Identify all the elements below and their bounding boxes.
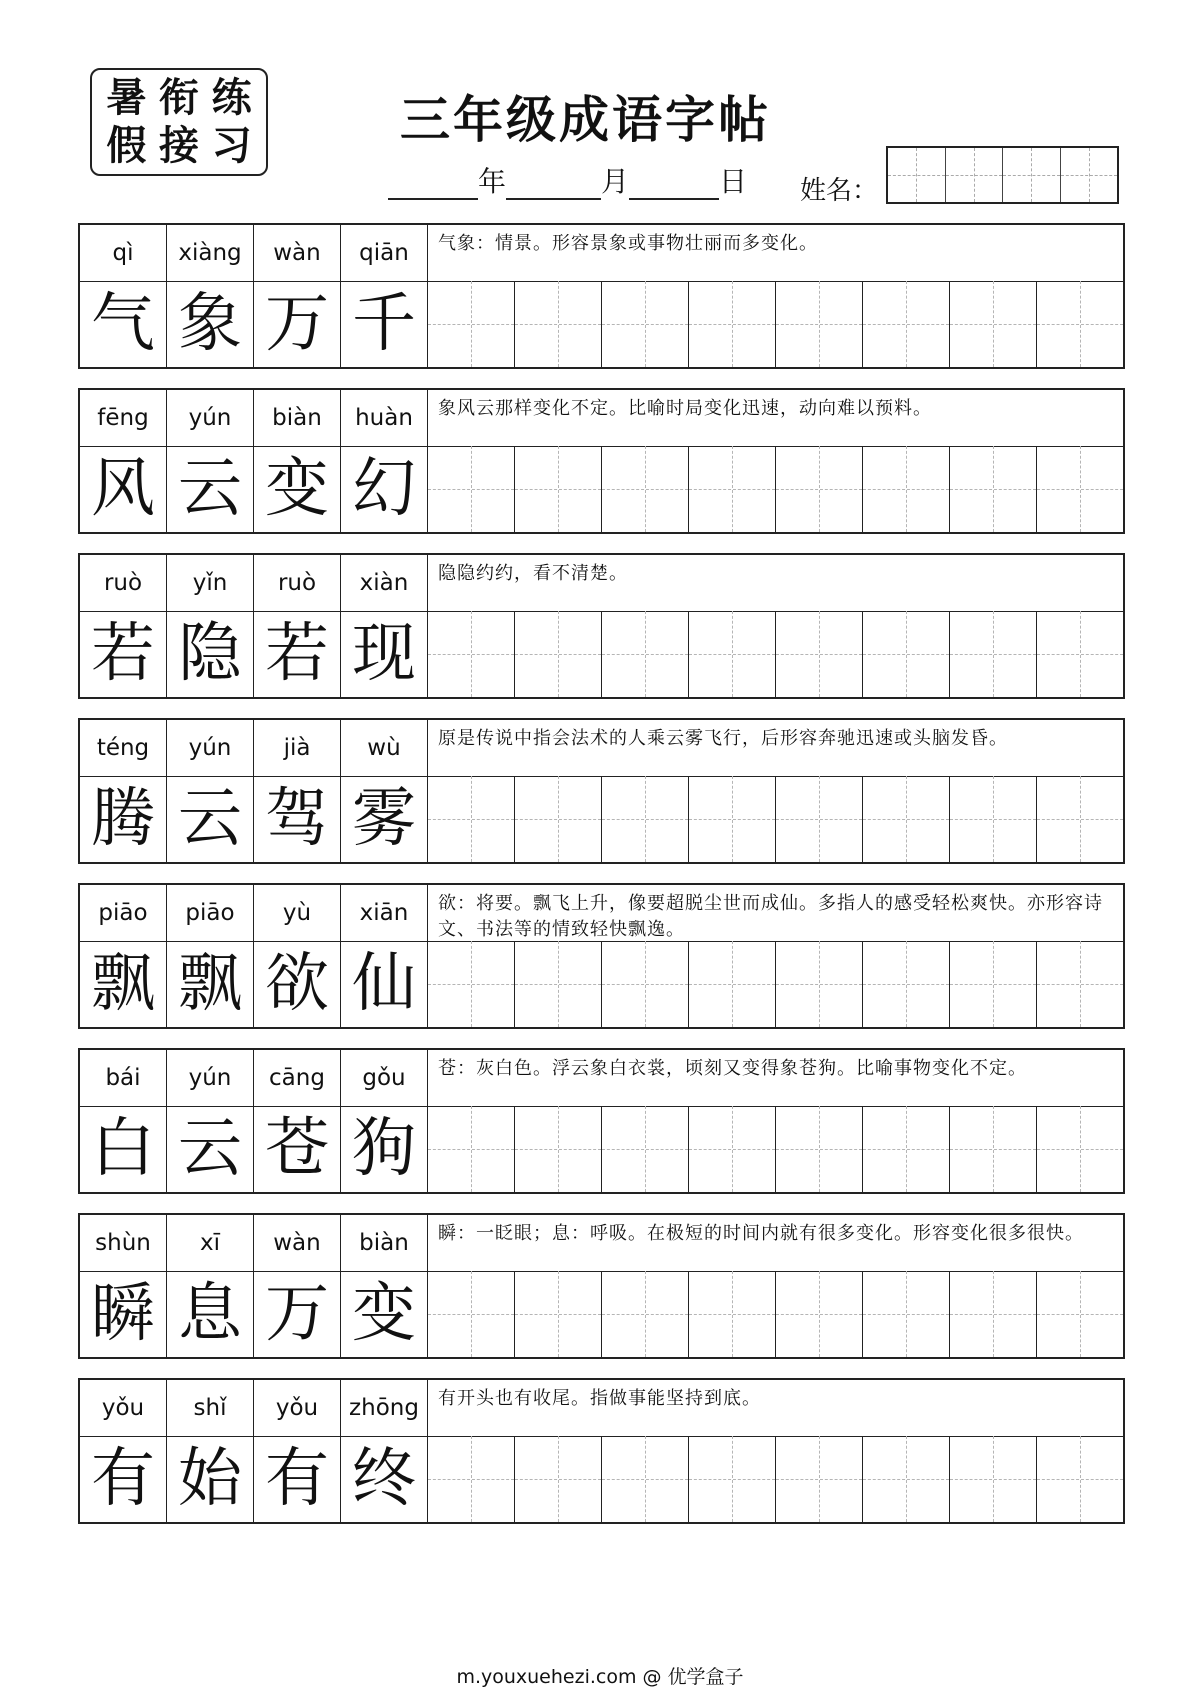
idiom-character: 隐 — [167, 611, 254, 697]
badge-char: 暑 — [106, 74, 147, 121]
pinyin-cell: shǐ — [167, 1380, 254, 1436]
practice-cell[interactable] — [776, 446, 863, 532]
practice-grid[interactable] — [428, 1436, 1123, 1522]
idiom-character: 变 — [254, 446, 341, 532]
pinyin-cell: ruò — [80, 555, 167, 611]
pinyin-cell: gǒu — [341, 1050, 428, 1106]
practice-cell[interactable] — [950, 1106, 1037, 1192]
practice-cell[interactable] — [602, 446, 689, 532]
idiom-character: 息 — [167, 1271, 254, 1357]
badge-char: 接 — [158, 122, 199, 169]
practice-cell[interactable] — [1037, 1436, 1123, 1522]
practice-cell[interactable] — [689, 1271, 776, 1357]
pinyin-cell: wàn — [254, 1215, 341, 1271]
pinyin-cell: wàn — [254, 225, 341, 281]
idiom-character: 白 — [80, 1106, 167, 1192]
practice-cell[interactable] — [428, 1106, 515, 1192]
practice-grid[interactable] — [428, 611, 1123, 697]
name-cell[interactable] — [946, 148, 1004, 202]
practice-cell[interactable] — [863, 1106, 950, 1192]
character-row — [80, 941, 1123, 1027]
practice-cell[interactable] — [602, 1106, 689, 1192]
practice-cell[interactable] — [428, 611, 515, 697]
practice-cell[interactable] — [689, 611, 776, 697]
idiom-character: 若 — [254, 611, 341, 697]
idiom-block — [78, 1048, 1125, 1194]
idiom-character: 苍 — [254, 1106, 341, 1192]
pinyin-cell: bái — [80, 1050, 167, 1106]
practice-cell[interactable] — [689, 776, 776, 862]
practice-cell[interactable] — [1037, 776, 1123, 862]
idiom-character: 终 — [341, 1436, 428, 1522]
pinyin-cell: xiàn — [341, 555, 428, 611]
practice-cell[interactable] — [689, 1436, 776, 1522]
pinyin-cell: ruò — [254, 555, 341, 611]
practice-cell[interactable] — [863, 776, 950, 862]
month-label: 月 — [601, 165, 630, 198]
practice-cell[interactable] — [863, 1436, 950, 1522]
pinyin-cell: yún — [167, 1050, 254, 1106]
pinyin-cell: xī — [167, 1215, 254, 1271]
idiom-character: 云 — [167, 776, 254, 862]
practice-cell[interactable] — [515, 1436, 602, 1522]
pinyin-cell: cāng — [254, 1050, 341, 1106]
practice-cell[interactable] — [776, 1436, 863, 1522]
year-blank[interactable] — [388, 162, 478, 200]
practice-cell[interactable] — [602, 281, 689, 367]
idiom-character: 现 — [341, 611, 428, 697]
pinyin-cell: qì — [80, 225, 167, 281]
practice-cell[interactable] — [689, 941, 776, 1027]
practice-grid[interactable] — [428, 941, 1123, 1027]
idiom-meaning: 隐隐约约，看不清楚。 — [438, 563, 628, 584]
practice-cell[interactable] — [602, 776, 689, 862]
idiom-character: 气 — [80, 281, 167, 367]
idiom-meaning: 欲：将要。飘飞上升，像要超脱尘世而成仙。多指人的感受轻松爽快。亦形容诗文、书法等的情致轻快飘逸。 — [438, 893, 1103, 940]
character-row — [80, 1106, 1123, 1192]
practice-cell[interactable] — [950, 941, 1037, 1027]
practice-cell[interactable] — [428, 941, 515, 1027]
badge-char: 习 — [211, 122, 252, 169]
practice-cell[interactable] — [515, 611, 602, 697]
idiom-character: 始 — [167, 1436, 254, 1522]
character-row — [80, 446, 1123, 532]
idiom-meaning: 原是传说中指会法术的人乘云雾飞行，后形容奔驰迅速或头脑发昏。 — [438, 728, 1008, 749]
name-cell[interactable] — [1061, 148, 1118, 202]
practice-cell[interactable] — [515, 1271, 602, 1357]
practice-cell[interactable] — [515, 281, 602, 367]
practice-cell[interactable] — [950, 776, 1037, 862]
practice-cell[interactable] — [428, 1271, 515, 1357]
pinyin-cell: yǒu — [254, 1380, 341, 1436]
page-title: 三年级成语字帖 — [400, 91, 771, 149]
practice-cell[interactable] — [689, 281, 776, 367]
idiom-character: 若 — [80, 611, 167, 697]
character-row — [80, 281, 1123, 367]
pinyin-row — [80, 720, 1123, 777]
idiom-meaning: 瞬：一眨眼；息：呼吸。在极短的时间内就有很多变化。形容变化很多很快。 — [438, 1223, 1084, 1244]
summer-practice-badge — [90, 68, 268, 176]
pinyin-cell: yù — [254, 885, 341, 941]
idiom-block — [78, 553, 1125, 699]
date-line — [388, 160, 747, 204]
idiom-character: 腾 — [80, 776, 167, 862]
practice-cell[interactable] — [776, 1106, 863, 1192]
pinyin-row — [80, 225, 1123, 282]
idiom-character: 千 — [341, 281, 428, 367]
idiom-character: 有 — [80, 1436, 167, 1522]
pinyin-cell: wù — [341, 720, 428, 776]
idiom-meaning: 有开头也有收尾。指做事能坚持到底。 — [438, 1388, 761, 1409]
practice-cell[interactable] — [428, 776, 515, 862]
practice-cell[interactable] — [1037, 941, 1123, 1027]
pinyin-cell: fēng — [80, 390, 167, 446]
pinyin-cell: yǒu — [80, 1380, 167, 1436]
badge-char: 假 — [106, 122, 147, 169]
practice-cell[interactable] — [689, 446, 776, 532]
idiom-meaning: 气象：情景。形容景象或事物壮丽而多变化。 — [438, 233, 818, 254]
practice-cell[interactable] — [776, 776, 863, 862]
practice-cell[interactable] — [428, 1436, 515, 1522]
practice-cell[interactable] — [863, 1271, 950, 1357]
pinyin-cell: biàn — [341, 1215, 428, 1271]
idiom-block — [78, 388, 1125, 534]
practice-grid[interactable] — [428, 776, 1123, 862]
practice-cell[interactable] — [1037, 446, 1123, 532]
name-cell[interactable] — [1003, 148, 1061, 202]
idiom-block — [78, 718, 1125, 864]
idiom-block — [78, 1378, 1125, 1524]
idiom-character: 仙 — [341, 941, 428, 1027]
pinyin-cell: yǐn — [167, 555, 254, 611]
name-cell[interactable] — [888, 148, 946, 202]
idiom-character: 飘 — [80, 941, 167, 1027]
idiom-character: 云 — [167, 1106, 254, 1192]
idiom-meaning: 象风云那样变化不定。比喻时局变化迅速，动向难以预料。 — [438, 398, 932, 419]
day-blank[interactable] — [629, 162, 719, 200]
practice-grid[interactable] — [428, 1106, 1123, 1192]
character-row — [80, 1271, 1123, 1357]
idiom-character: 瞬 — [80, 1271, 167, 1357]
pinyin-cell: yún — [167, 720, 254, 776]
practice-cell[interactable] — [1037, 281, 1123, 367]
month-blank[interactable] — [506, 162, 601, 200]
practice-cell[interactable] — [1037, 1271, 1123, 1357]
idiom-character: 狗 — [341, 1106, 428, 1192]
pinyin-cell: huàn — [341, 390, 428, 446]
practice-cell[interactable] — [602, 941, 689, 1027]
pinyin-cell: zhōng — [341, 1380, 428, 1436]
idiom-character: 驾 — [254, 776, 341, 862]
practice-cell[interactable] — [515, 941, 602, 1027]
practice-cell[interactable] — [515, 446, 602, 532]
character-row — [80, 611, 1123, 697]
footer-source: m.youxuehezi.com @ 优学盒子 — [456, 1666, 744, 1688]
practice-cell[interactable] — [863, 611, 950, 697]
practice-cell[interactable] — [776, 1271, 863, 1357]
name-writing-grid[interactable] — [886, 146, 1119, 204]
badge-char: 练 — [211, 74, 252, 121]
pinyin-cell: shùn — [80, 1215, 167, 1271]
practice-cell[interactable] — [950, 1271, 1037, 1357]
practice-cell[interactable] — [863, 941, 950, 1027]
pinyin-cell: qiān — [341, 225, 428, 281]
pinyin-cell: biàn — [254, 390, 341, 446]
pinyin-cell: yún — [167, 390, 254, 446]
pinyin-row — [80, 1380, 1123, 1437]
idiom-block — [78, 883, 1125, 1029]
practice-cell[interactable] — [776, 281, 863, 367]
pinyin-cell: xiān — [341, 885, 428, 941]
character-row — [80, 1436, 1123, 1522]
idiom-character: 万 — [254, 281, 341, 367]
pinyin-cell: jià — [254, 720, 341, 776]
practice-cell[interactable] — [863, 281, 950, 367]
pinyin-cell: piāo — [167, 885, 254, 941]
idiom-character: 幻 — [341, 446, 428, 532]
practice-cell[interactable] — [602, 1271, 689, 1357]
practice-cell[interactable] — [776, 611, 863, 697]
practice-cell[interactable] — [602, 1436, 689, 1522]
day-label: 日 — [719, 165, 748, 198]
pinyin-row — [80, 1050, 1123, 1107]
practice-cell[interactable] — [776, 941, 863, 1027]
pinyin-cell: piāo — [80, 885, 167, 941]
name-label: 姓名： — [800, 176, 879, 206]
year-label: 年 — [478, 165, 507, 198]
idiom-character: 万 — [254, 1271, 341, 1357]
idiom-character: 风 — [80, 446, 167, 532]
idiom-meaning: 苍：灰白色。浮云象白衣裳，顷刻又变得象苍狗。比喻事物变化不定。 — [438, 1058, 1027, 1079]
idiom-character: 变 — [341, 1271, 428, 1357]
practice-cell[interactable] — [515, 776, 602, 862]
idiom-character: 欲 — [254, 941, 341, 1027]
practice-cell[interactable] — [515, 1106, 602, 1192]
pinyin-row — [80, 390, 1123, 447]
idiom-block — [78, 1213, 1125, 1359]
pinyin-row — [80, 555, 1123, 612]
practice-cell[interactable] — [950, 446, 1037, 532]
pinyin-row — [80, 885, 1123, 942]
character-row — [80, 776, 1123, 862]
pinyin-cell: xiàng — [167, 225, 254, 281]
practice-cell[interactable] — [428, 281, 515, 367]
practice-cell[interactable] — [863, 446, 950, 532]
practice-grid[interactable] — [428, 446, 1123, 532]
pinyin-row — [80, 1215, 1123, 1272]
practice-cell[interactable] — [428, 446, 515, 532]
practice-cell[interactable] — [689, 1106, 776, 1192]
practice-cell[interactable] — [602, 611, 689, 697]
pinyin-cell: téng — [80, 720, 167, 776]
idiom-block — [78, 223, 1125, 369]
idiom-character: 有 — [254, 1436, 341, 1522]
idiom-character: 云 — [167, 446, 254, 532]
practice-cell[interactable] — [950, 611, 1037, 697]
practice-cell[interactable] — [950, 281, 1037, 367]
idiom-character: 飘 — [167, 941, 254, 1027]
practice-grid[interactable] — [428, 1271, 1123, 1357]
practice-cell[interactable] — [1037, 1106, 1123, 1192]
practice-grid[interactable] — [428, 281, 1123, 367]
practice-cell[interactable] — [1037, 611, 1123, 697]
idiom-character: 雾 — [341, 776, 428, 862]
practice-cell[interactable] — [950, 1436, 1037, 1522]
badge-char: 衔 — [158, 74, 199, 121]
idiom-character: 象 — [167, 281, 254, 367]
